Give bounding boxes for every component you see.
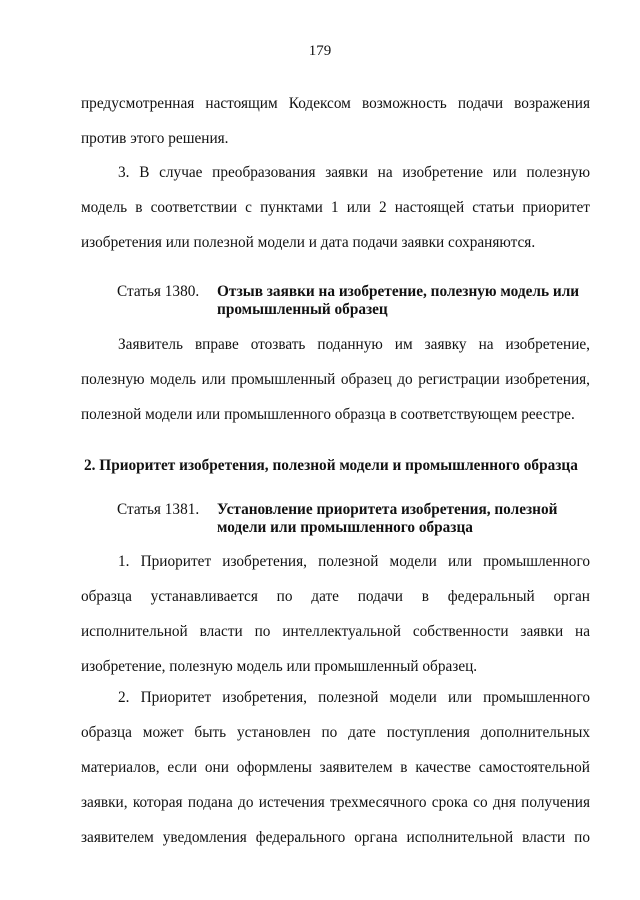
section-heading: 2. Приоритет изобретения, полезной модели и промышленного образца bbox=[84, 457, 578, 474]
paragraph-line: образца может быть установлен по дате поступления дополнительных bbox=[81, 724, 590, 741]
paragraph-line: против этого решения. bbox=[81, 130, 229, 147]
page-number: 179 bbox=[308, 43, 332, 59]
paragraph-line: изобретения или полезной модели и дата подачи заявки сохраняются. bbox=[81, 234, 536, 251]
paragraph-line: изобретение, полезную модель или промышленный образец. bbox=[81, 658, 478, 675]
paragraph-line: модель в соответствии с пунктами 1 или 2 настоящей статьи приоритет bbox=[81, 199, 590, 216]
article-label: Статья 1380. bbox=[117, 283, 200, 300]
paragraph-line: заявки, которая подана до истечения трехмесячного срока со дня получения bbox=[81, 794, 590, 811]
paragraph-line: образца устанавливается по дате подачи в федеральный орган bbox=[81, 588, 590, 605]
paragraph-application-conversion bbox=[81, 155, 590, 260]
paragraph-line: заявителем уведомления федерального органа исполнительной власти по bbox=[81, 829, 590, 846]
article-title-line: промышленный образец bbox=[217, 301, 388, 318]
paragraph-priority-additional-materials bbox=[81, 680, 590, 855]
paragraph-line: 2. Приоритет изобретения, полезной модели или промышленного bbox=[118, 689, 590, 706]
paragraph-line: Заявитель вправе отозвать поданную им заявку на изобретение, bbox=[118, 336, 590, 353]
article-title bbox=[217, 501, 597, 537]
article-title-line: Отзыв заявки на изобретение, полезную модель или bbox=[217, 283, 580, 300]
paragraph-line: предусмотренная настоящим Кодексом возможность подачи возражения bbox=[81, 95, 590, 112]
paragraph-line: 1. Приоритет изобретения, полезной модели или промышленного bbox=[118, 553, 590, 570]
paragraph-line: материалов, если они оформлены заявителем в качестве самостоятельной bbox=[81, 759, 590, 776]
article-title-line: модели или промышленного образца bbox=[217, 519, 473, 536]
article-title bbox=[217, 283, 597, 319]
paragraph-line: исполнительной власти по интеллектуальной собственности заявки на bbox=[81, 623, 590, 640]
article-label: Статья 1381. bbox=[117, 501, 200, 518]
paragraph-objection-note bbox=[81, 86, 590, 156]
paragraph-line: полезную модель или промышленный образец до регистрации изобретения, bbox=[81, 371, 590, 388]
paragraph-line: 3. В случае преобразования заявки на изобретение или полезную bbox=[118, 164, 590, 181]
article-title-line: Установление приоритета изобретения, полезной bbox=[217, 501, 558, 518]
paragraph-withdrawal bbox=[81, 327, 590, 432]
paragraph-line: полезной модели или промышленного образца в соответствующем реестре. bbox=[81, 406, 575, 423]
paragraph-priority-filing-date bbox=[81, 544, 590, 684]
